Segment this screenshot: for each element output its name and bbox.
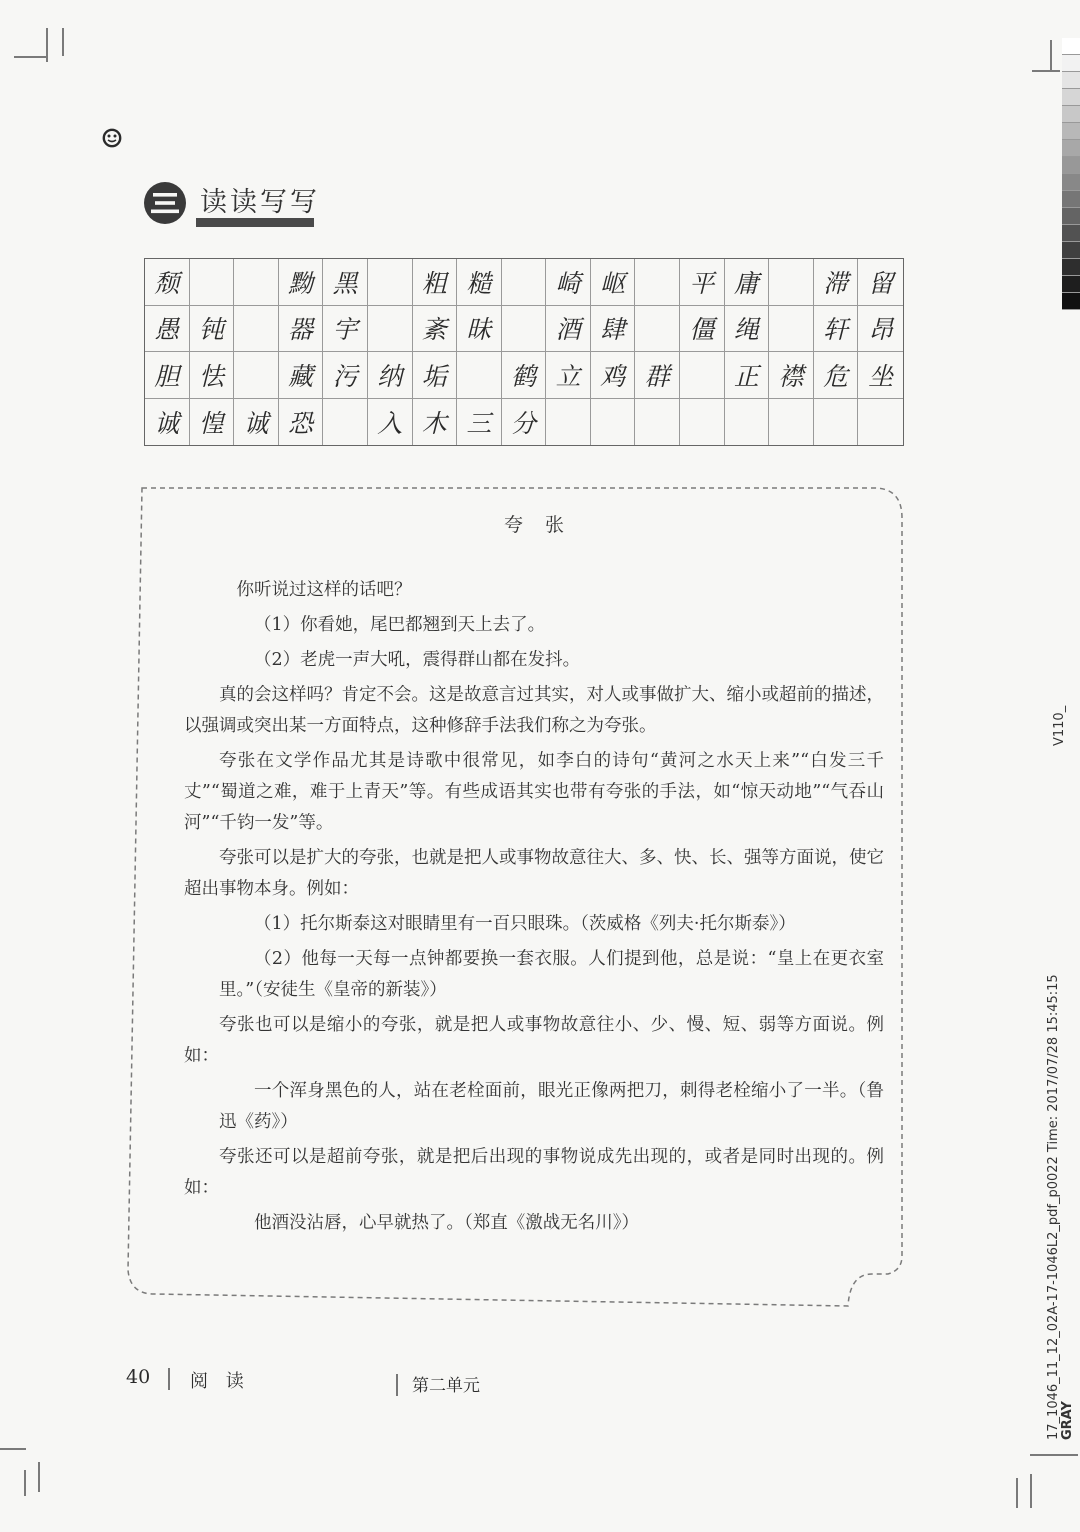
vocab-cell <box>323 399 368 446</box>
section-title-underline <box>196 218 314 227</box>
article-body <box>184 575 884 1239</box>
crop-mark <box>1030 1454 1078 1456</box>
vocab-cell <box>234 352 279 399</box>
article-title: 夸张 <box>503 514 586 536</box>
vocab-cell: 岖 <box>591 259 636 306</box>
article-paragraph: 一个浑身黑色的人，站在老栓面前，眼光正像两把刀，刺得老栓缩小了一半。（鲁迅《药》） <box>219 1081 884 1132</box>
article-paragraph: 夸张可以是扩大的夸张，也就是把人或事物故意往大、多、快、长、强等方面说，使它超出事物本身。例如： <box>184 848 884 899</box>
vocab-cell <box>457 352 502 399</box>
footer-separator <box>168 1368 170 1390</box>
vocab-cell: 群 <box>635 352 680 399</box>
vocab-cell: 颓 <box>145 259 190 306</box>
vocab-cell: 紊 <box>413 306 458 353</box>
vocab-cell <box>635 306 680 353</box>
vocab-cell: 器 <box>279 306 324 353</box>
vocab-cell: 酒 <box>546 306 591 353</box>
vocab-cell: 垢 <box>413 352 458 399</box>
page-number: 40 <box>126 1366 151 1388</box>
crop-mark <box>46 28 48 62</box>
vocab-cell: 诚 <box>145 399 190 446</box>
vocab-cell: 立 <box>546 352 591 399</box>
vocab-cell: 滞 <box>814 259 859 306</box>
crop-mark <box>0 1448 26 1450</box>
footer-separator <box>396 1374 398 1396</box>
vocab-cell: 留 <box>858 259 903 306</box>
vocab-cell: 粗 <box>413 259 458 306</box>
article-paragraph: 他酒没沾唇，心早就热了。（郑直《激战无名川》） <box>254 1213 639 1233</box>
article-paragraph: （1）托尔斯泰这对眼睛里有一百只眼珠。（茨威格《列夫·托尔斯泰》） <box>254 914 796 934</box>
vocab-cell: 愚 <box>145 306 190 353</box>
vocab-cell <box>769 399 814 446</box>
footer-section-label: 阅 读 <box>190 1371 250 1392</box>
vocab-cell: 恐 <box>279 399 324 446</box>
vocab-cell: 纳 <box>368 352 413 399</box>
vocab-cell: 正 <box>725 352 770 399</box>
smiley-icon <box>102 128 122 148</box>
crop-mark <box>62 28 64 56</box>
vocab-cell: 轩 <box>814 306 859 353</box>
vocab-cell <box>858 399 903 446</box>
vocab-cell: 坐 <box>858 352 903 399</box>
vocab-cell: 鹤 <box>502 352 547 399</box>
vocab-cell <box>769 306 814 353</box>
print-gray-label: GRAY <box>1060 1401 1075 1440</box>
vocab-cell <box>368 259 413 306</box>
vocabulary-grid <box>144 258 904 446</box>
vocab-cell: 诚 <box>234 399 279 446</box>
vocab-cell: 入 <box>368 399 413 446</box>
vocab-cell: 藏 <box>279 352 324 399</box>
crop-mark <box>1032 70 1060 72</box>
vocab-cell: 危 <box>814 352 859 399</box>
vocab-cell: 宇 <box>323 306 368 353</box>
vocab-cell <box>234 306 279 353</box>
vocab-cell: 崎 <box>546 259 591 306</box>
vocab-cell <box>502 306 547 353</box>
vocab-cell: 昧 <box>457 306 502 353</box>
vocab-cell <box>725 399 770 446</box>
vocab-cell: 鸡 <box>591 352 636 399</box>
article-paragraph: （2）老虎一声大吼，震得群山都在发抖。 <box>254 650 581 670</box>
vocab-cell: 分 <box>502 399 547 446</box>
vocab-cell: 胆 <box>145 352 190 399</box>
article-paragraph: （2）他每一天每一点钟都要换一套衣服。人们提到他，总是说：“皇上在更衣室里。”（安徒生《皇帝的新装》） <box>219 949 884 1000</box>
article-paragraph: 你听说过这样的话吧？ <box>236 580 412 600</box>
vocab-cell <box>635 259 680 306</box>
vocab-cell: 襟 <box>769 352 814 399</box>
vocab-cell <box>680 352 725 399</box>
vocab-cell: 糙 <box>457 259 502 306</box>
crop-mark <box>24 1470 26 1496</box>
vocab-cell <box>502 259 547 306</box>
article-paragraph: 真的会这样吗？肯定不会。这是故意言过其实，对人或事做扩大、缩小或超前的描述，以强调或突出某一方面特点，这种修辞手法我们称之为夸张。 <box>184 685 884 736</box>
article <box>184 510 884 1239</box>
vocab-cell: 绳 <box>725 306 770 353</box>
vocab-cell <box>368 306 413 353</box>
vocab-cell <box>591 399 636 446</box>
vocab-cell: 黝 <box>279 259 324 306</box>
article-paragraph: （1）你看她，尾巴都翘到天上去了。 <box>254 615 546 635</box>
footer-unit-label: 第二单元 <box>412 1376 480 1396</box>
crop-mark <box>1050 40 1052 70</box>
vocab-cell: 昂 <box>858 306 903 353</box>
vocab-cell <box>814 399 859 446</box>
crop-mark <box>1030 1474 1032 1508</box>
section-number-badge-icon <box>142 180 188 226</box>
vocab-cell <box>190 259 235 306</box>
vocab-cell: 平 <box>680 259 725 306</box>
vocab-cell: 三 <box>457 399 502 446</box>
crop-mark <box>38 1462 40 1492</box>
print-version-label: V110_ <box>1052 705 1067 746</box>
vocab-cell: 僵 <box>680 306 725 353</box>
article-paragraph: 夸张也可以是缩小的夸张，就是把人或事物故意往小、少、慢、短、弱等方面说。例如： <box>184 1015 884 1066</box>
vocab-cell: 污 <box>323 352 368 399</box>
vocab-cell: 庸 <box>725 259 770 306</box>
vocab-cell <box>635 399 680 446</box>
print-job-info: 17_1046_11_12_02A-17-1046L2_pdf_p0022 Time: 2017/07/28 15:45:15 <box>1046 974 1061 1440</box>
vocab-cell <box>769 259 814 306</box>
vocab-cell: 肆 <box>591 306 636 353</box>
crop-mark <box>1016 1478 1018 1508</box>
vocab-cell <box>234 259 279 306</box>
gray-calibration-strip <box>1062 38 1080 294</box>
vocab-cell: 钝 <box>190 306 235 353</box>
vocab-cell: 惶 <box>190 399 235 446</box>
vocab-cell <box>546 399 591 446</box>
vocab-cell: 黑 <box>323 259 368 306</box>
article-paragraph: 夸张还可以是超前夸张，就是把后出现的事物说成先出现的，或者是同时出现的。例如： <box>184 1147 884 1198</box>
article-paragraph: 夸张在文学作品尤其是诗歌中很常见，如李白的诗句“黄河之水天上来”“白发三千丈”“蜀道之难，难于上青天”等。有些成语其实也带有夸张的手法，如“惊天动地”“气吞山河”“千钧一发”等。 <box>184 751 884 833</box>
section-title: 读读写写 <box>200 187 320 218</box>
crop-mark <box>14 56 48 58</box>
vocab-cell: 怯 <box>190 352 235 399</box>
vocab-cell: 木 <box>413 399 458 446</box>
vocab-cell <box>680 399 725 446</box>
